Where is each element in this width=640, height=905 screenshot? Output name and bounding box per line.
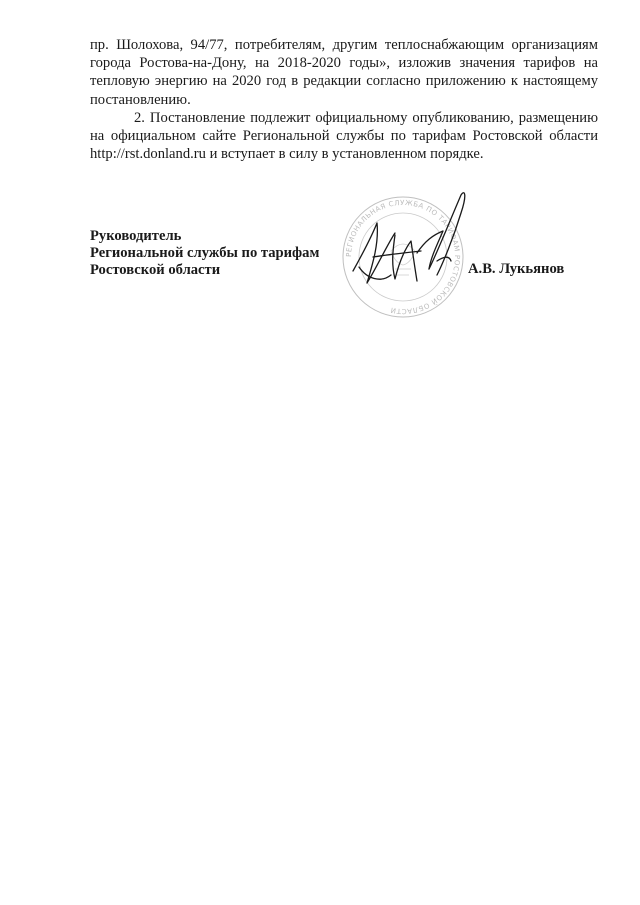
stamp-ring-text: РЕГИОНАЛЬНАЯ СЛУЖБА ПО ТАРИФАМ РОСТОВСКОЙ ОБЛАСТИ bbox=[344, 198, 462, 316]
signature-position-line-1: Руководитель bbox=[90, 228, 182, 244]
official-stamp-with-signature bbox=[333, 183, 473, 323]
paragraph-1: пр. Шолохова, 94/77, потребителям, другим теплоснабжающим организациям города Ростова-на-Дону, на 2018-2020 годы», изложив значения тарифов на тепловую энергию на 2020 год в редакции согласно приложению к настоящему постановлению. bbox=[90, 37, 598, 108]
signature-position-line-2: Региональной службы по тарифам bbox=[90, 245, 320, 261]
signatory-name: А.В. Лукьянов bbox=[468, 261, 565, 277]
document-body bbox=[90, 36, 598, 163]
paragraph-2: 2. Постановление подлежит официальному опубликованию, размещению на официальном сайте Региональной службы по тарифам Ростовской области http://rst.donland.ru и вступает в силу в установленном порядке. bbox=[90, 109, 598, 163]
signature-position-line-3: Ростовской области bbox=[90, 262, 221, 278]
